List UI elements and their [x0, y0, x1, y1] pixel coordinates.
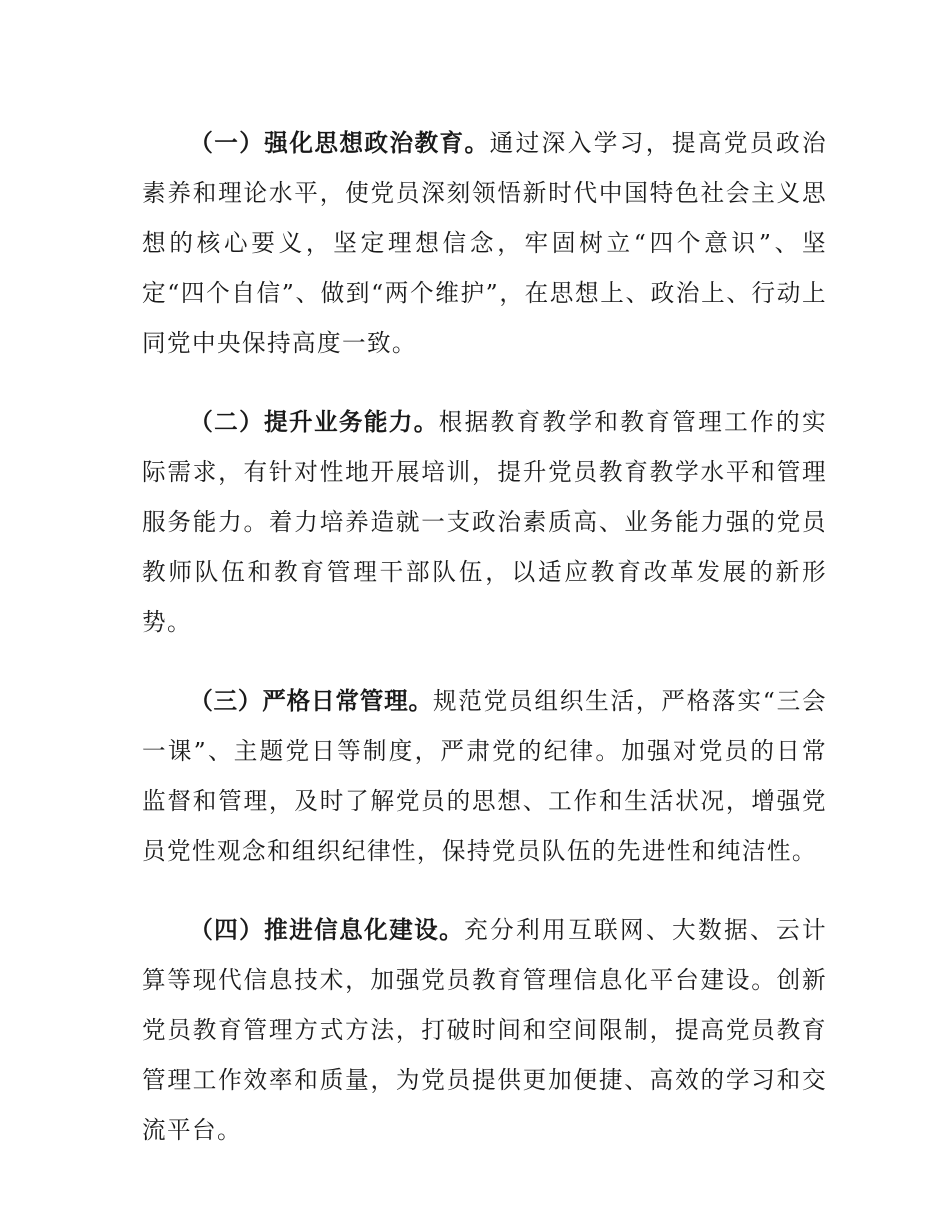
paragraph-heading: （二）提升业务能力。 [189, 408, 439, 436]
paragraph-heading: （四）推进信息化建设。 [189, 916, 465, 944]
paragraph-3 [142, 676, 827, 876]
paragraph-heading: （三）严格日常管理。 [189, 687, 433, 715]
paragraph-2 [142, 397, 827, 647]
paragraph-body: 根据教育教学和教育管理工作的实际需求，有针对性地开展培训，提升党员教育教学水平和管理服务能力。着力培养造就一支政治素质高、业务能力强的党员教师队伍和教育管理干部队伍，以适应教育改革发展的新形势。 [142, 408, 828, 636]
paragraph-1 [142, 118, 827, 368]
document-page [142, 118, 827, 1155]
paragraph-body: 通过深入学习，提高党员政治素养和理论水平，使党员深刻领悟新时代中国特色社会主义思想的核心要义，坚定理想信念，牢固树立“四个意识”、坚定“四个自信”、做到“两个维护”，在思想上、政治上、行动上同党中央保持高度一致。 [142, 129, 827, 357]
paragraph-4 [142, 905, 827, 1155]
paragraph-heading: （一）强化思想政治教育。 [189, 129, 490, 157]
paragraph-body: 规范党员组织生活，严格落实“三会一课”、主题党日等制度，严肃党的纪律。加强对党员的日常监督和管理，及时了解党员的思想、工作和生活状况，增强党员党性观念和组织纪律性，保持党员队伍的先进性和纯洁性。 [142, 687, 828, 865]
paragraph-body: 充分利用互联网、大数据、云计算等现代信息技术，加强党员教育管理信息化平台建设。创新党员教育管理方式方法，打破时间和空间限制，提高党员教育管理工作效率和质量，为党员提供更加便捷、高效的学习和交流平台。 [142, 916, 827, 1144]
